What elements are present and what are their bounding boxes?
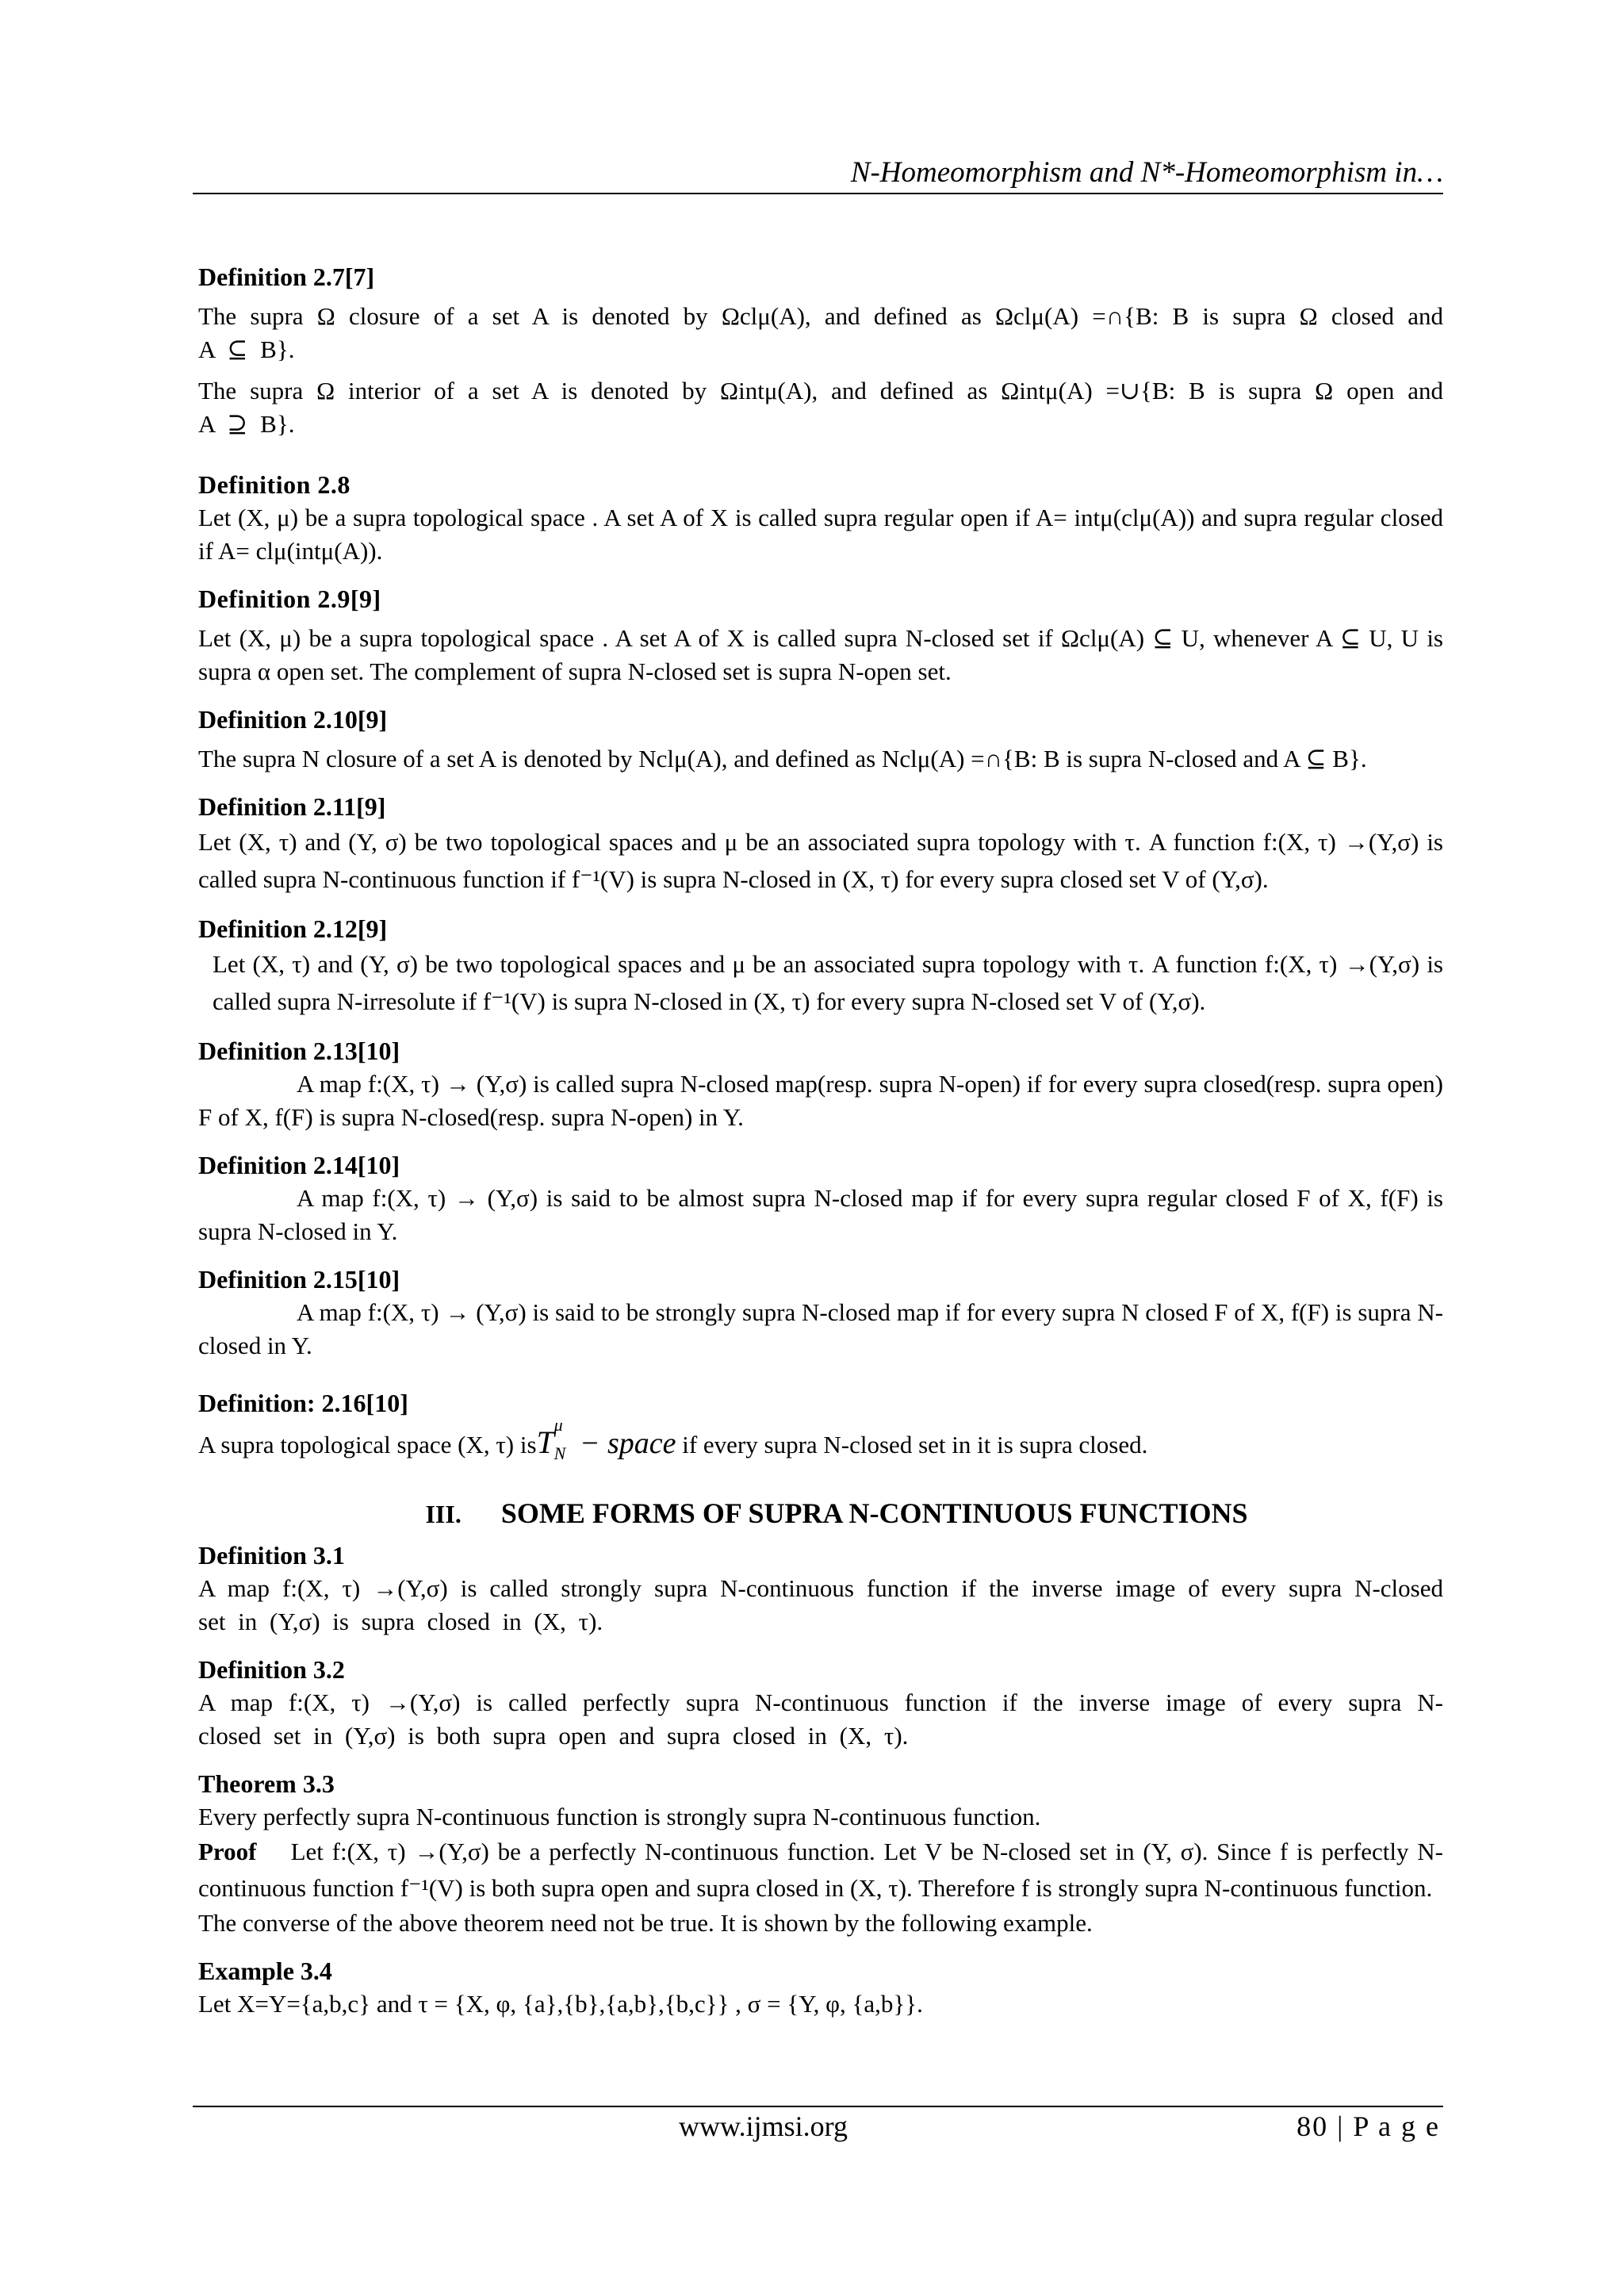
header-rule <box>193 193 1443 194</box>
page-number: 80 | P a g e <box>1297 2110 1440 2142</box>
proof-body: Let f:(X, τ) →(Y,σ) be a perfectly N-continuous function. Let V be N-closed set in (Y, σ). Since f is perfectly N-continuous function f⁻¹(V) is both supra open and supra closed in (X, τ). Therefore f is strongly supra N-continuous function. <box>198 1838 1443 1902</box>
definition-heading: Definition 2.11[9] <box>198 792 386 821</box>
footer-rule <box>193 2106 1443 2107</box>
t-letter: T <box>536 1424 554 1460</box>
definition-text: Let (X, τ) and (Y, σ) be two topological spaces and μ be an associated supra topology with τ. A function f:(X, τ) →(Y,σ) is called supra N-irresolute if f⁻¹(V) is supra N-closed in (X, τ) for every supra N-closed set V of (Y,σ). <box>213 950 1443 1015</box>
definition-heading: Definition 2.12[9] <box>198 914 388 943</box>
definition-text: A map f:(X, τ) →(Y,σ) is called strongly supra N-continuous function if the inverse image of every supra N-closed set in (Y,σ) is supra closed in (X, τ). <box>198 1574 1443 1635</box>
definition-heading: Definition: 2.16[10] <box>198 1389 408 1417</box>
section-heading <box>198 1497 1443 1531</box>
definition-2-12 <box>198 912 1443 1020</box>
definition-3-2 <box>198 1653 1443 1753</box>
running-header: N-Homeomorphism and N*-Homeomorphism in… <box>850 156 1443 189</box>
definition-text: The supra N closure of a set A is denoted by Nclμ(A), and defined as Nclμ(A) =∩{B: B is supra N-closed and A ⊆ B}. <box>198 745 1367 772</box>
definition-heading: Definition 2.7[7] <box>198 263 375 291</box>
converse-note: The converse of the above theorem need not be true. It is shown by the following example. <box>198 1909 1093 1937</box>
definition-text: A map f:(X, τ) →(Y,σ) is called perfectly supra N-continuous function if the inverse image of every supra N-closed set in (Y,σ) is both supra open and supra closed in (X, τ). <box>198 1688 1443 1750</box>
definition-heading: Definition 2.14[10] <box>198 1151 400 1179</box>
footer-url: www.ijmsi.org <box>679 2110 848 2142</box>
theorem-heading: Theorem 3.3 <box>198 1769 335 1798</box>
definition-text-end: if every supra N-closed set in it is supra closed. <box>682 1431 1148 1458</box>
definition-heading: Definition 2.9[9] <box>198 585 381 613</box>
definition-3-1 <box>198 1539 1443 1639</box>
definition-heading: Definition 2.13[10] <box>198 1037 400 1065</box>
theorem-3-3 <box>198 1767 1443 1940</box>
definition-text: The supra Ω closure of a set A is denoted by Ωclμ(A), and defined as Ωclμ(A) =∩{B: B is supra Ω closed and A ⊆ B}. <box>198 302 1443 363</box>
theorem-statement: Every perfectly supra N-continuous function is strongly supra N-continuous function. <box>198 1803 1041 1830</box>
definition-2-8 <box>198 468 1443 568</box>
t-n-mu-symbol <box>536 1415 566 1463</box>
definition-heading: Definition 2.8 <box>198 470 350 499</box>
section-number: III. <box>425 1500 462 1528</box>
definition-text: A map f:(X, τ) → (Y,σ) is said to be almost supra N-closed map if for every supra regular closed F of X, f(F) is supra N-closed in Y. <box>198 1184 1443 1245</box>
definition-2-15 <box>198 1263 1443 1363</box>
definition-heading: Definition 2.15[10] <box>198 1265 400 1294</box>
mu-superscript: μ <box>553 1415 563 1435</box>
definition-text: Let (X, τ) and (Y, σ) be two topological spaces and μ be an associated supra topology with τ. A function f:(X, τ) →(Y,σ) is called supra N-continuous function if f⁻¹(V) is supra N-closed in (X, τ) for every supra closed set V of (Y,σ). <box>198 828 1443 893</box>
definition-2-9 <box>198 582 1443 688</box>
definition-text: A map f:(X, τ) → (Y,σ) is called supra N-closed map(resp. supra N-open) if for every supra closed(resp. supra open) F of X, f(F) is supra N-closed(resp. supra N-open) in Y. <box>198 1070 1443 1131</box>
definition-text: A map f:(X, τ) → (Y,σ) is said to be strongly supra N-closed map if for every supra N closed F of X, f(F) is supra N-closed in Y. <box>198 1298 1443 1359</box>
definition-2-13 <box>198 1034 1443 1134</box>
definition-text: Let (X, μ) be a supra topological space . A set A of X is called supra regular open if A= intμ(clμ(A)) and supra regular closed if A= clμ(intμ(A)). <box>198 504 1443 565</box>
definition-heading: Definition 3.2 <box>198 1655 345 1684</box>
definition-heading: Definition 2.10[9] <box>198 705 388 734</box>
definition-heading: Definition 3.1 <box>198 1541 345 1570</box>
definition-2-7 <box>198 260 1443 441</box>
example-heading: Example 3.4 <box>198 1957 332 1985</box>
definition-2-16 <box>198 1386 1443 1462</box>
definition-text-start: A supra topological space (X, τ) is <box>198 1431 537 1458</box>
section-title: SOME FORMS OF SUPRA N-CONTINUOUS FUNCTIONS <box>500 1497 1248 1529</box>
example-text: Let X=Y={a,b,c} and τ = {X, φ, {a},{b},{a,b},{b,c}} , σ = {Y, φ, {a,b}}. <box>198 1990 923 2018</box>
example-3-4 <box>198 1954 1443 2021</box>
definition-text <box>198 1415 1443 1463</box>
definition-text: Let (X, μ) be a supra topological space . A set A of X is called supra N-closed set if Ωclμ(A) ⊆ U, whenever A ⊆ U, U is supra α open set. The complement of supra N-closed set is supra N-open set. <box>198 624 1443 685</box>
definition-2-14 <box>198 1148 1443 1248</box>
definition-2-11 <box>198 790 1443 898</box>
n-subscript: N <box>553 1443 566 1463</box>
definition-2-10 <box>198 703 1443 776</box>
space-term: − space <box>579 1427 676 1460</box>
proof-label: Proof <box>198 1838 257 1865</box>
definition-text: The supra Ω interior of a set A is denoted by Ωintμ(A), and defined as Ωintμ(A) =∪{B: B is supra Ω open and A ⊇ B}. <box>198 377 1443 438</box>
proof-text <box>198 1834 1443 1907</box>
page-body <box>198 255 1443 2035</box>
